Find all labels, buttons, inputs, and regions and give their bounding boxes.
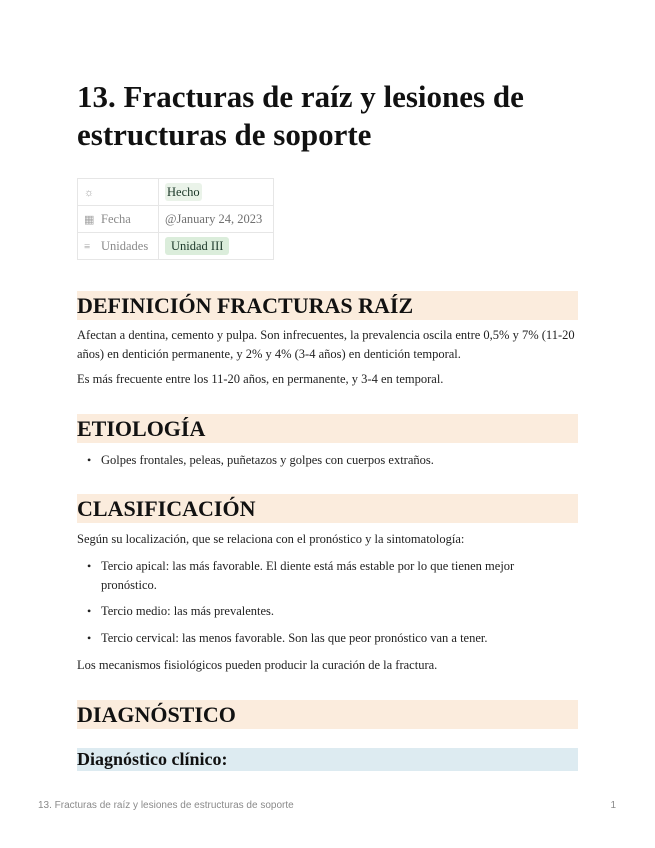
page-number: 1 bbox=[610, 800, 616, 811]
bullet-icon: • bbox=[87, 631, 92, 645]
property-row-status bbox=[78, 179, 274, 206]
property-key-fecha: Fecha bbox=[101, 211, 131, 226]
page-title: 13. Fracturas de raíz y lesiones de estructuras de soporte bbox=[77, 79, 524, 152]
bullet-icon: • bbox=[87, 559, 92, 573]
list-item: • Tercio apical: las más favorable. El diente está más estable por lo que tienen mejor pronóstico. bbox=[87, 559, 515, 592]
subheading-diagnostico-clinico: Diagnóstico clínico: bbox=[77, 748, 578, 771]
list-item: • Golpes frontales, peleas, puñetazos y golpes con cuerpos extraños. bbox=[87, 451, 567, 470]
list-item: • Tercio cervical: las menos favorable. Son las que peor pronóstico van a tener. bbox=[87, 629, 567, 648]
properties-table bbox=[77, 178, 274, 260]
heading-diagnostico: DIAGNÓSTICO bbox=[77, 700, 578, 729]
heading-definicion: DEFINICIÓN FRACTURAS RAÍZ bbox=[77, 291, 578, 320]
clasificacion-outro: Los mecanismos fisiológicos pueden producir la curación de la fractura. bbox=[77, 658, 438, 672]
definicion-paragraph-2: Es más frecuente entre los 11-20 años, en permanente, y 3-4 en temporal. bbox=[77, 372, 444, 386]
heading-etiologia: ETIOLOGÍA bbox=[77, 414, 578, 443]
list-item: • Tercio medio: las más prevalentes. bbox=[87, 602, 567, 621]
unidades-value[interactable] bbox=[159, 233, 274, 260]
property-row-unidades bbox=[78, 233, 274, 260]
bullet-icon: • bbox=[87, 453, 92, 467]
status-icon: ☼ bbox=[84, 186, 95, 199]
footer-title: 13. Fracturas de raíz y lesiones de estructuras de soporte bbox=[38, 800, 294, 811]
status-badge[interactable]: Hecho bbox=[167, 185, 200, 199]
status-value[interactable] bbox=[159, 179, 274, 206]
definicion-paragraph-1: Afectan a dentina, cemento y pulpa. Son infrecuentes, la prevalencia oscila entre 0,5% y 7% (11-20 años) en dentición permanente, y 2% y 4% (3-4 años) en dentición temporal. bbox=[77, 328, 575, 361]
page-footer bbox=[38, 800, 616, 811]
property-row-fecha bbox=[78, 206, 274, 233]
bullet-icon: • bbox=[87, 604, 92, 618]
property-key-unidades: Unidades bbox=[101, 238, 149, 253]
unit-tag[interactable]: Unidad III bbox=[165, 237, 229, 255]
calendar-icon: ▦ bbox=[84, 213, 95, 226]
clasificacion-intro: Según su localización, que se relaciona con el pronóstico y la sintomatología: bbox=[77, 532, 465, 546]
heading-clasificacion: CLASIFICACIÓN bbox=[77, 494, 578, 523]
date-value[interactable]: @January 24, 2023 bbox=[159, 206, 274, 233]
list-icon: ≡ bbox=[84, 240, 91, 253]
